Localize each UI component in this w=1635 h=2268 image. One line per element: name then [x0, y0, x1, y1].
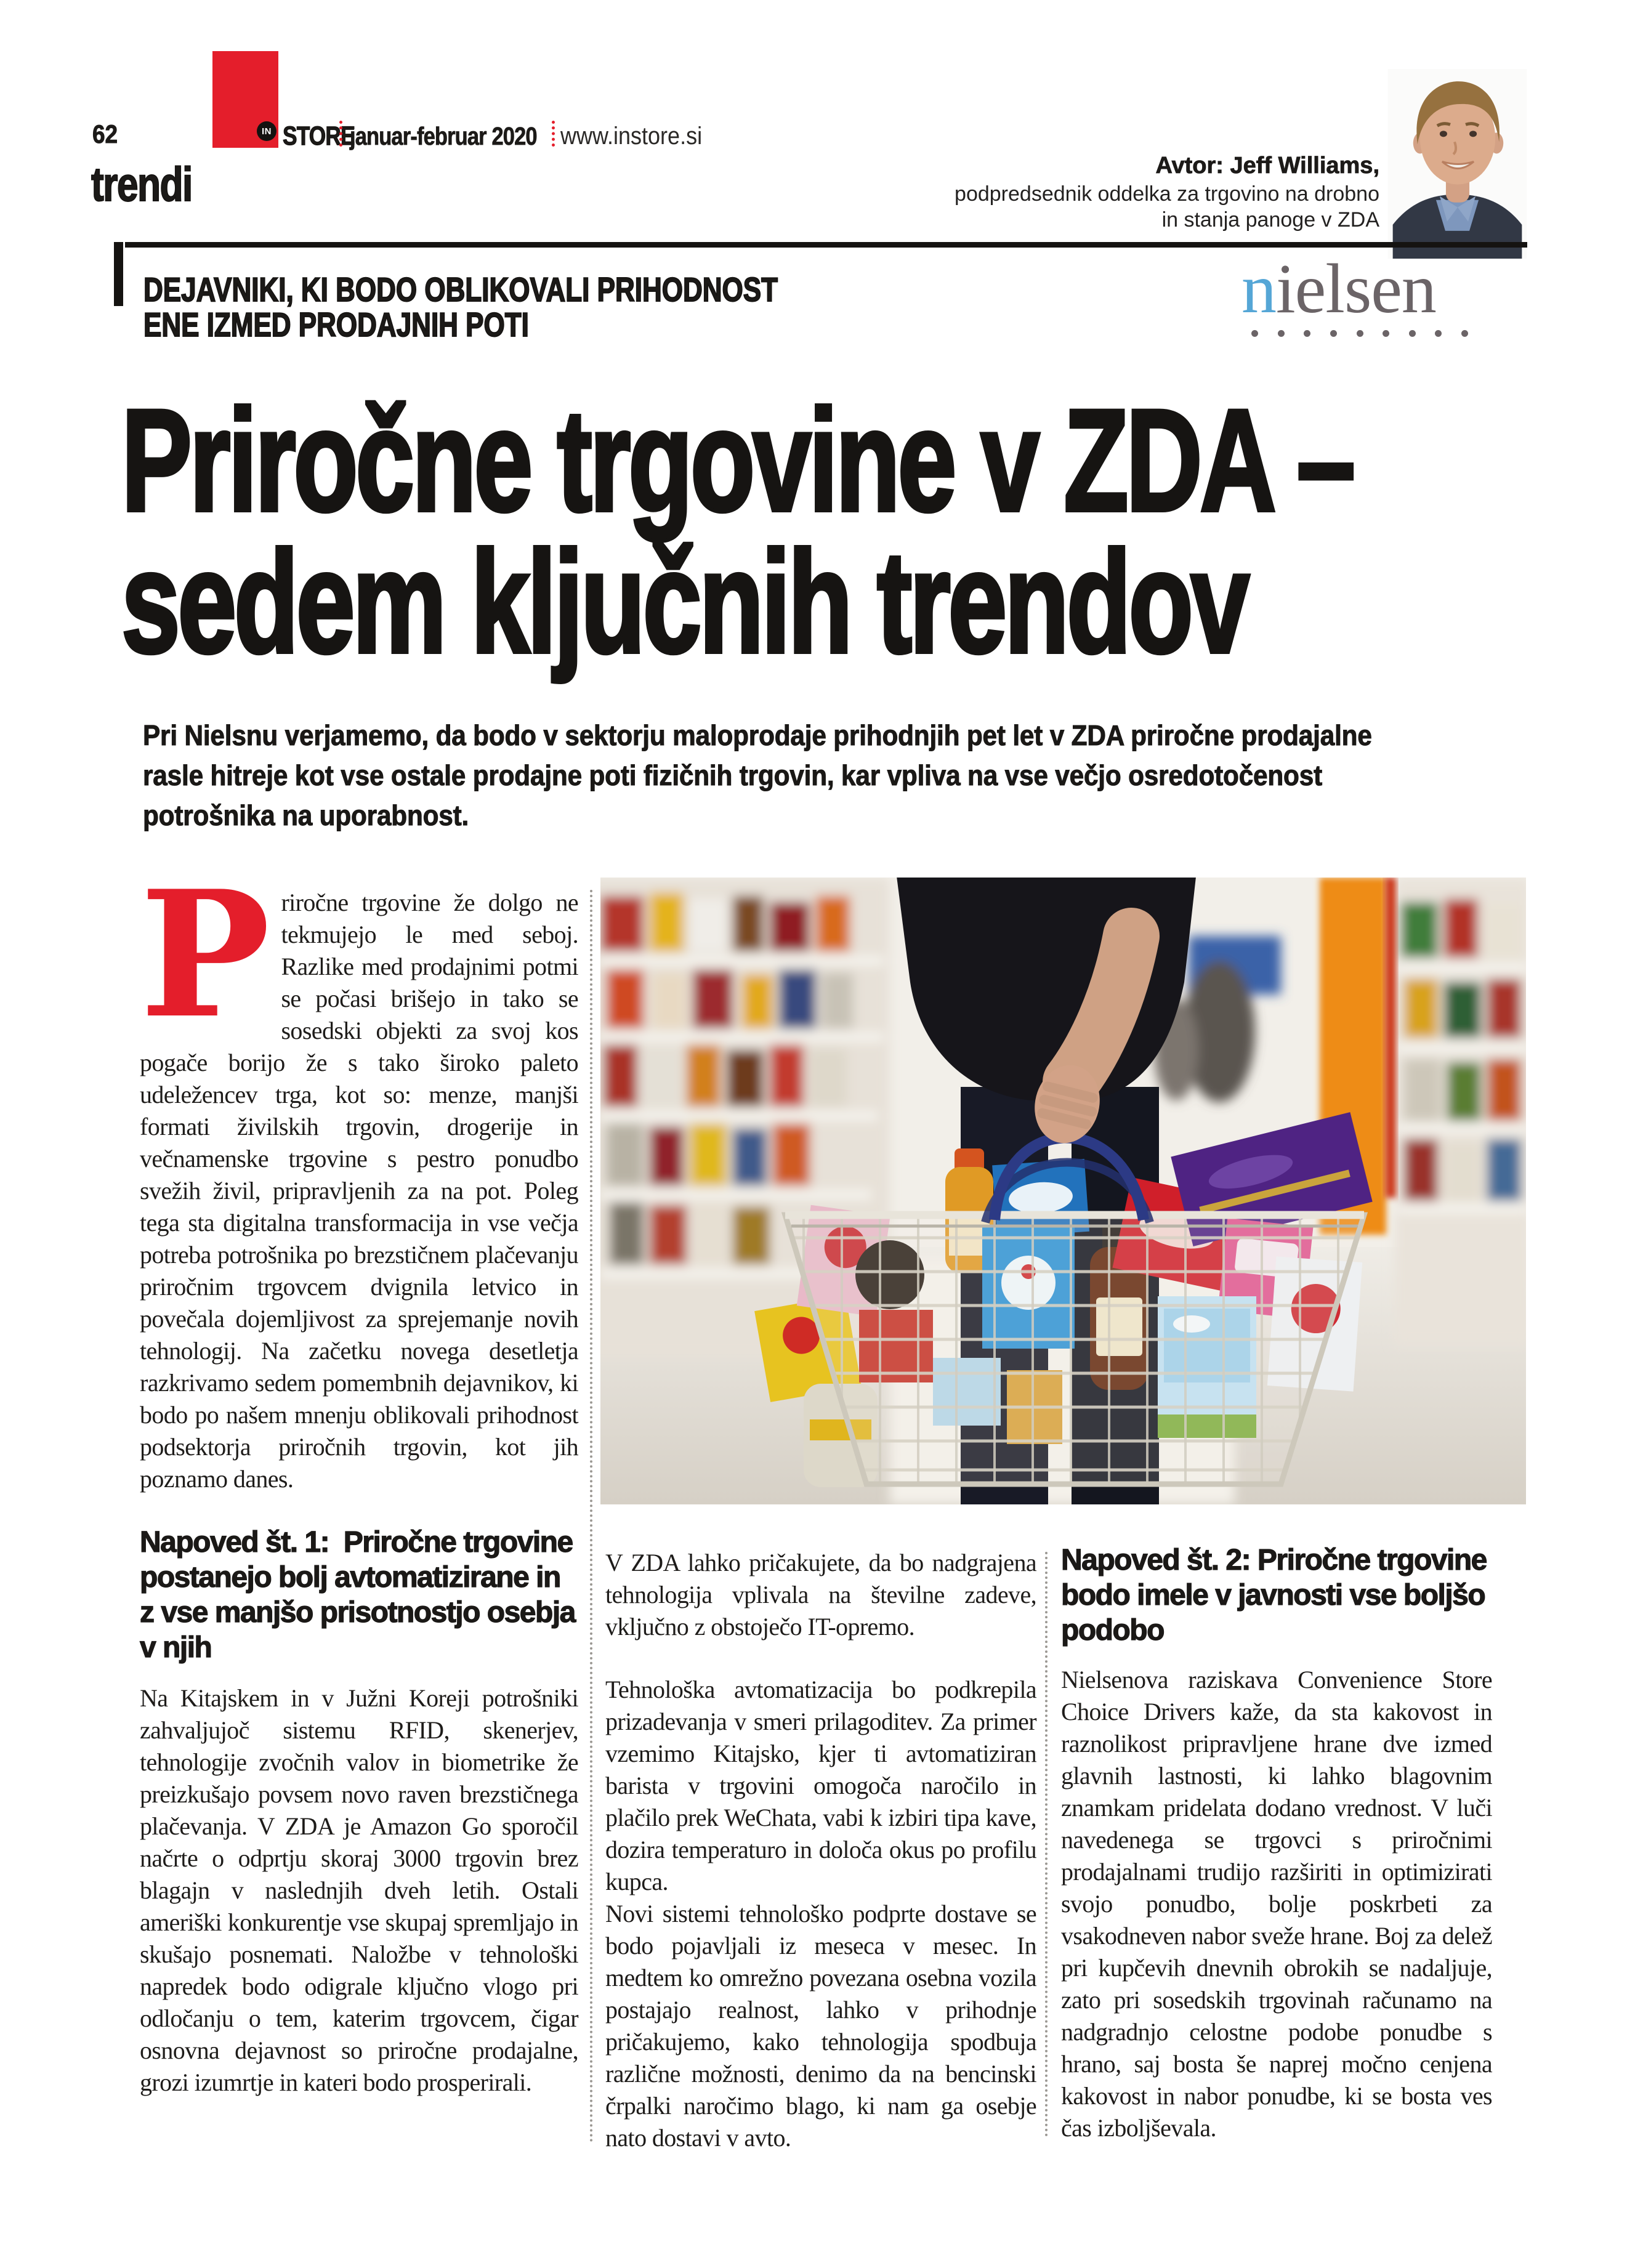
body-text: riročne trgovine že dolgo ne tekmujejo le med seboj. Razlike med prodajnimi potmi se počasi brišejo in tako se sosedski objekti za svoj kos pogače borijo že s tako široko paleto udeležencev trga, kot so: menze, manjši formati živilskih trgovin, drogerije in večnamenske trgovine s pestro ponudbo svežih živil, pripravljenih za na pot. Poleg tega sta digitalna transformacija in vse večja potreba potrošnika po brezstičnem plačevanju priročnim trgovcem dvignila letvico in povečala dojemljivost za sprejemanje novih tehnologij. Na začetku novega desetletja razkrivamo sedem pomembnih dejavnikov, ki bodo po našem mnenju oblikovali prihodnost podsektorja priročnih trgovin, kot jih poznamo danes.	[140, 889, 578, 1493]
column-separator-icon	[1045, 1552, 1048, 2137]
header-divider-icon	[552, 121, 555, 147]
column-separator-icon	[590, 890, 592, 2143]
article-photo	[600, 878, 1526, 1504]
issue-date: januar-februar 2020	[350, 122, 537, 150]
author-role-line1: podpredsednik oddelka za trgovino na drobno	[955, 182, 1379, 206]
author-photo-art	[1387, 69, 1527, 259]
drop-cap: P	[140, 852, 270, 1057]
nielsen-logo	[1241, 249, 1436, 328]
website-url: www.instore.si	[560, 123, 703, 150]
kicker-line1: DEJAVNIKI, KI BODO OBLIKOVALI PRIHODNOST	[143, 270, 778, 309]
page-number: 62	[92, 119, 118, 148]
author-role-line2: in stanja panoge v ZDA	[1161, 208, 1379, 232]
column-3	[1061, 1543, 1492, 2144]
article-photo-art	[600, 878, 1526, 1504]
subheading-napoved-2: Napoved št. 2: Priročne trgovine bodo imele v javnosti vse boljšo podobo	[1061, 1544, 1487, 1647]
nielsen-logo-rest: ielsen	[1276, 249, 1436, 328]
article-lead: Pri Nielsnu verjamemo, da bodo v sektorju maloprodaje prihodnjih pet let v ZDA priročne prodajalne rasle hitreje kot vse ostale prodajne poti fizičnih trgovin, kar vpliva na vse večjo osredotočenost potrošnika na uporabnost.	[143, 719, 1372, 831]
header-divider-icon	[339, 121, 342, 147]
kicker-bar	[114, 242, 123, 306]
author-photo	[1387, 69, 1527, 259]
instore-logo-store-text: STORE	[283, 121, 355, 151]
body-paragraph: V ZDA lahko pričakujete, da bo nadgrajena tehnologija vplivala na številne zadeve, vključno z obstoječo IT-opremo.	[605, 1549, 1036, 1640]
author-name: Avtor: Jeff Williams,	[1155, 153, 1379, 179]
kicker-line2: ENE IZMED PRODAJNIH POTI	[143, 305, 529, 344]
subheading-napoved-1: Napoved št. 1: Priročne trgovine postanejo bolj avtomatizirane in z vse manjšo prisotnostjo osebja v njih	[140, 1526, 575, 1664]
body-paragraph: Novi sistemi tehnološko podprte dostave se bodo pojavljali iz meseca v mesec. In medtem ko omrežno povezana osebna vozila postajajo realnost, lahko v prihodnje pričakujemo, kako tehnologija spodbuja različne možnosti, denimo da na bencinski črpalki naročimo blago, ki nam ga osebje nato dostavi v avto.	[605, 1900, 1036, 2152]
nielsen-logo-n: n	[1241, 249, 1276, 328]
body-paragraph: Na Kitajskem in v Južni Koreji potrošniki zahvaljujoč sistemu RFID, skenerjev, tehnologije zvočnih valov in biometrike že preizkušajo povsem novo raven brezstičnega plačevanja. V ZDA je Amazon Go sporočil načrte o odprtju skoraj 3000 trgovin brez blagajn v naslednjih dveh letih. Ostali ameriški konkurentje vse skupaj spremljajo in skušajo posnemati. Naložbe v tehnološki napredek bodo odigrale ključno vlogo pri odločanju o tem, katerim trgovcem, čigar osnovna dejavnost so priročne prodajalne, grozi izumrtje in kateri bodo prosperirali.	[140, 1684, 578, 2096]
column-1	[140, 852, 578, 2099]
header-rule	[125, 242, 1527, 248]
body-paragraph: Tehnološka avtomatizacija bo podkrepila prizadevanja v smeri prilagoditev. Za primer vzemimo Kitajsko, kjer ti avtomatiziran barista v trgovini omogoča naročilo in plačilo prek WeChata, vabi k izbiri tipa kave, dozira temperaturo in določa okus po profilu kupca.	[605, 1676, 1036, 1895]
nielsen-dots-icon	[1251, 330, 1468, 337]
instore-logo-in-icon	[257, 121, 277, 141]
article-title-line1: Priročne trgovine v ZDA –	[121, 379, 1353, 542]
author-block	[955, 154, 1379, 235]
article-title-line2: sedem ključnih trendov	[121, 521, 1247, 684]
body-paragraph: Nielsenova raziskava Convenience Store Choice Drivers kaže, da sta kakovost in raznolikost pripravljene hrane dve izmed glavnih lastnosti, ki lahko blagovnim znamkam pridelata dodano vrednost. V luči navedenega se trgovci s priročnimi prodajalnami trudijo razširiti in optimizirati svojo ponudbo, bolje poskrbeti za vsakodneven nabor sveže hrane. Boj za delež pri kupčevih dnevnih obrokih se nadaljuje, zato pri sosedskih trgovinah računamo na nadgradnjo celostne podobe ponudbe s hrano, saj bosta še naprej močno cenjena kakovost in nabor ponudbe, ki se bosta ves čas izboljševala.	[1061, 1666, 1492, 2142]
body-paragraph	[140, 852, 578, 1495]
instore-logo-in-text: IN	[262, 126, 272, 137]
section-label: trendi	[91, 157, 192, 211]
column-2	[605, 1547, 1036, 2154]
